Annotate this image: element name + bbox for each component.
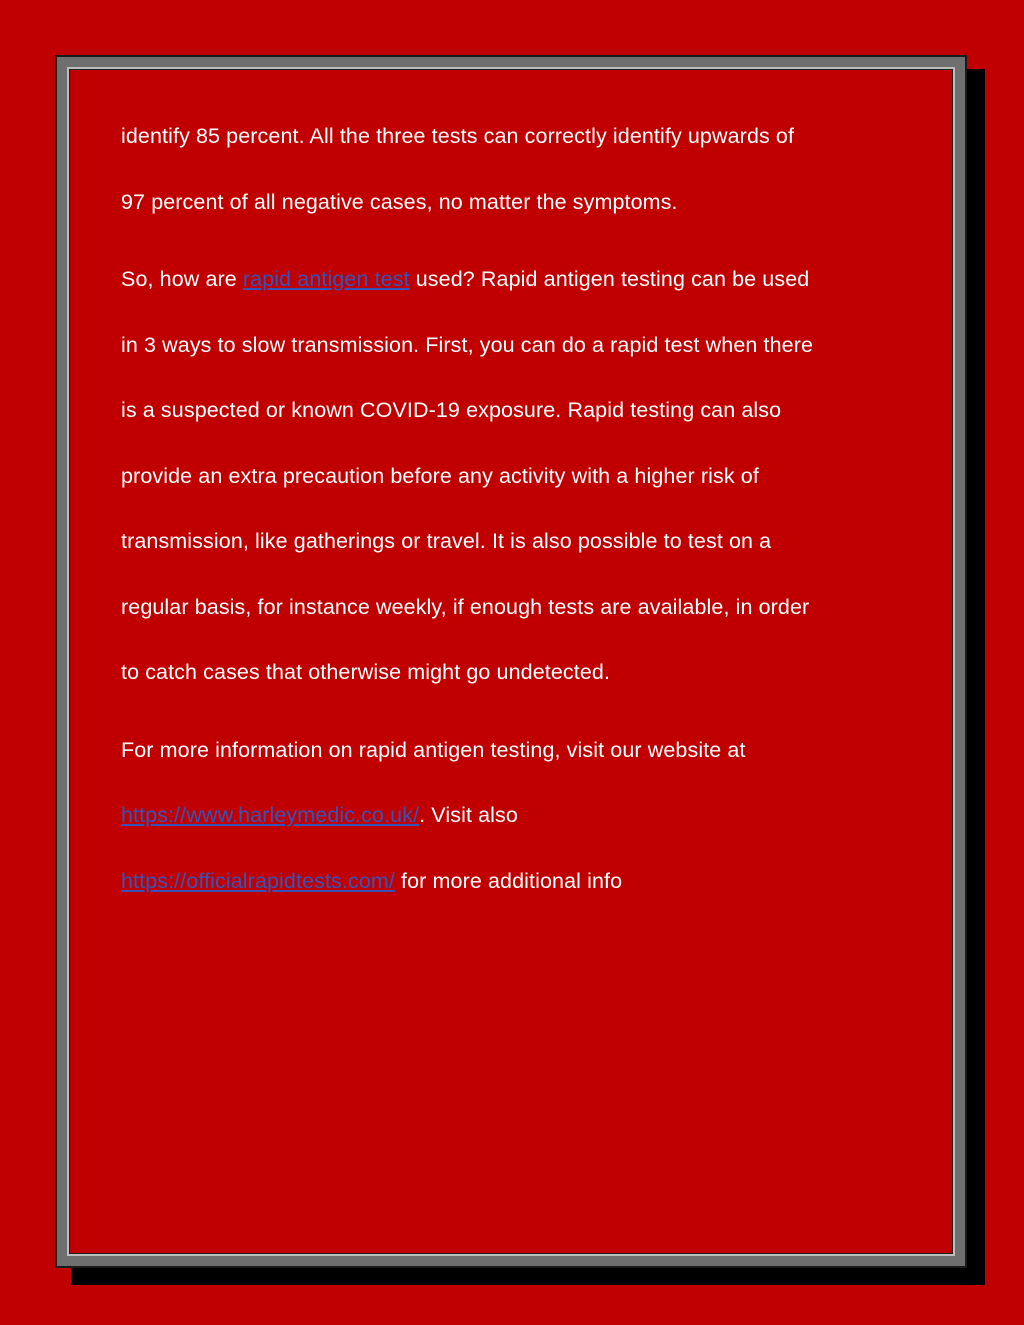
harleymedic-link[interactable]: https://www.harleymedic.co.uk/ [121, 803, 420, 827]
text-line [121, 849, 921, 915]
text-line: is a suspected or known COVID-19 exposure. Rapid testing can also [121, 398, 782, 422]
text-line: 97 percent of all negative cases, no matter the symptoms. [121, 189, 678, 214]
text-segment: . Visit also [419, 803, 518, 827]
text-line: For more information on rapid antigen testing, visit our website at [121, 737, 746, 762]
text-line: transmission, like gatherings or travel. It is also possible to test on a [121, 529, 772, 553]
text-line [121, 247, 921, 313]
paragraph-3 [121, 718, 921, 915]
text-segment: used? Rapid antigen testing can be used [409, 267, 810, 291]
paragraph-2 [121, 247, 921, 706]
document-body [121, 104, 921, 926]
text-line: regular basis, for instance weekly, if enough tests are available, in order [121, 594, 810, 619]
officialrapidtests-link[interactable]: https://officialrapidtests.com/ [121, 868, 395, 893]
paragraph-1 [121, 104, 921, 235]
text-line: in 3 ways to slow transmission. First, you can do a rapid test when there [121, 332, 814, 357]
text-segment: So, how are [121, 267, 243, 291]
text-line [121, 783, 921, 849]
text-segment: for more additional info [394, 868, 623, 893]
text-line: provide an extra precaution before any activity with a higher risk of [121, 463, 759, 488]
text-line: identify 85 percent. All the three tests can correctly identify upwards of [121, 124, 795, 148]
rapid-antigen-test-link[interactable]: rapid antigen test [242, 267, 410, 291]
text-line: to catch cases that otherwise might go undetected. [121, 660, 611, 684]
